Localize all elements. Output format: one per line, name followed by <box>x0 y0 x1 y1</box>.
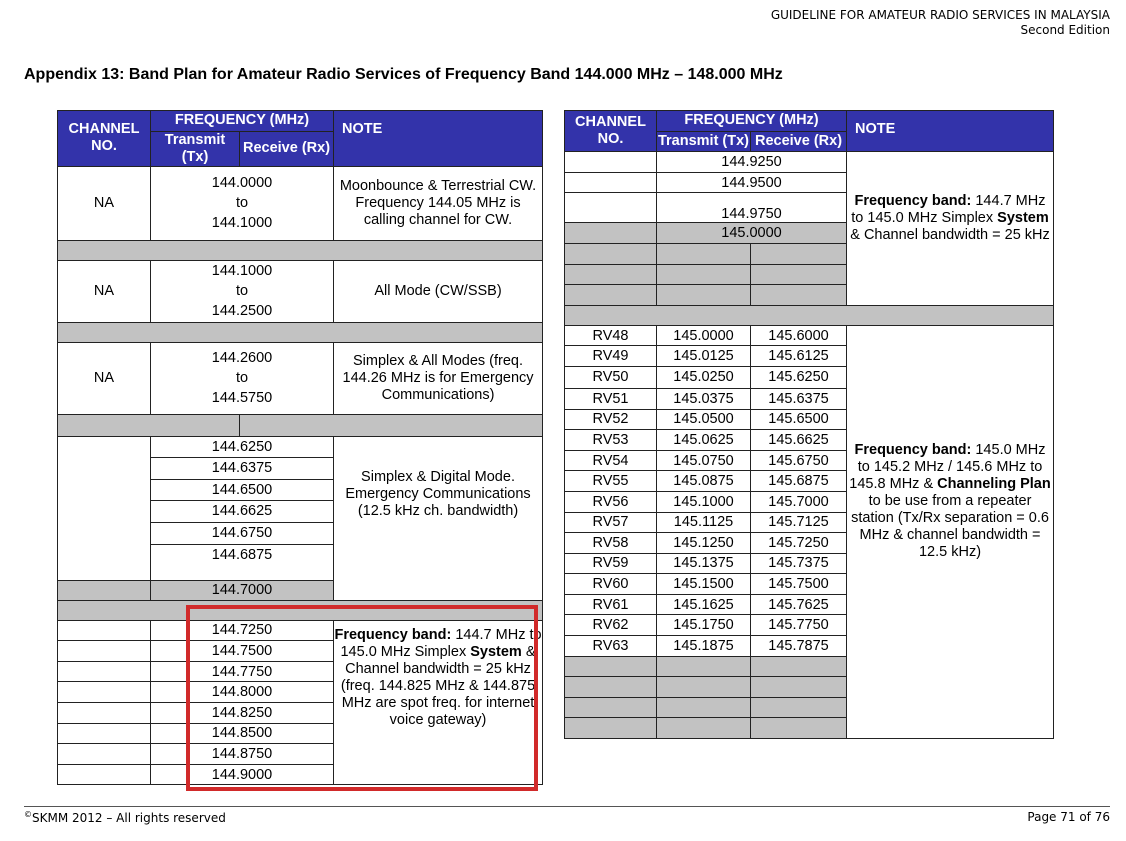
note-cell: All Mode (CW/SSB) <box>334 260 543 322</box>
note-cell: Moonbounce & Terrestrial CW. Frequency 144.05 MHz is calling channel for CW. <box>334 166 543 240</box>
frequency-cell: 144.7000 <box>151 580 334 600</box>
channel-cell <box>58 661 151 682</box>
tx-cell: 145.1375 <box>657 553 751 574</box>
empty-cell <box>657 656 751 677</box>
rx-cell: 145.7375 <box>751 553 847 574</box>
rx-cell: 145.6375 <box>751 388 847 409</box>
band-table-left <box>57 110 543 785</box>
note-bold: System <box>997 209 1049 226</box>
separator-row <box>58 414 240 436</box>
note-text: & Channel bandwidth = 25 kHz (freq. 144.825 MHz & 144.875 MHz are spot freq. for internet voice gateway) <box>340 643 536 728</box>
note-bold: System <box>470 643 522 660</box>
channel-cell <box>565 172 657 193</box>
note-text: 144.7 MHz to 145.0 MHz Simplex <box>340 626 542 660</box>
range-start: 144.2600 <box>211 350 273 367</box>
tx-cell: 145.1125 <box>657 512 751 533</box>
empty-cell <box>565 677 657 698</box>
empty-cell <box>751 656 847 677</box>
rx-cell: 145.6125 <box>751 346 847 367</box>
frequency-cell: 144.9000 <box>151 764 334 785</box>
channel-cell: RV54 <box>565 450 657 471</box>
channel-cell: RV59 <box>565 553 657 574</box>
tx-cell: 145.1875 <box>657 636 751 657</box>
channel-cell: RV50 <box>565 366 657 388</box>
channel-cell <box>58 702 151 723</box>
rx-cell: 145.6000 <box>751 325 847 346</box>
table-row <box>58 166 543 240</box>
channel-cell: RV56 <box>565 491 657 512</box>
separator-row <box>58 600 543 620</box>
tx-cell: 145.1500 <box>657 574 751 595</box>
note-cell <box>334 620 543 785</box>
table-row <box>565 325 1054 346</box>
range-end: 144.5750 <box>211 390 273 407</box>
appendix-title: Appendix 13: Band Plan for Amateur Radio Services of Frequency Band 144.000 MHz – 148.000 MHz <box>24 66 783 83</box>
frequency-cell <box>657 243 751 264</box>
channel-header: CHANNEL NO. <box>58 111 151 167</box>
rx-cell: 145.7750 <box>751 615 847 636</box>
tx-cell: 145.0000 <box>657 325 751 346</box>
note-text: 144.7 MHz to 145.0 MHz Simplex <box>851 192 1046 226</box>
frequency-cell: 144.8750 <box>151 744 334 765</box>
channel-cell: RV57 <box>565 512 657 533</box>
frequency-cell: 144.7750 <box>151 661 334 682</box>
separator-row <box>58 322 543 342</box>
channel-cell <box>565 264 657 285</box>
separator-row <box>565 305 1054 325</box>
page-number: Page 71 of 76 <box>1027 810 1110 824</box>
channel-cell <box>58 723 151 744</box>
frequency-cell: 144.7500 <box>151 641 334 662</box>
empty-cell <box>751 718 847 739</box>
note-text: 145.0 MHz to 145.2 MHz / 145.6 MHz to 145.8 MHz & <box>849 442 1046 493</box>
channel-cell <box>58 682 151 703</box>
rx-cell: 145.6500 <box>751 409 847 430</box>
note-bold: Frequency band: <box>854 442 972 459</box>
note-bold: Channeling Plan <box>937 476 1051 493</box>
frequency-header: FREQUENCY (MHz) <box>151 111 334 132</box>
note-bold: Frequency band: <box>334 626 452 643</box>
channel-cell: RV55 <box>565 471 657 492</box>
rx-header: Receive (Rx) <box>751 131 847 152</box>
separator-row <box>240 414 543 436</box>
channel-cell: RV48 <box>565 325 657 346</box>
frequency-cell <box>751 285 847 306</box>
range-to: to <box>235 195 249 212</box>
frequency-cell <box>657 264 751 285</box>
frequency-cell: 145.0000 <box>657 223 847 244</box>
channel-cell <box>58 580 151 600</box>
copyright-mark: © <box>24 810 32 819</box>
channel-cell: RV60 <box>565 574 657 595</box>
tx-cell: 145.1250 <box>657 533 751 554</box>
note-cell: Simplex & All Modes (freq. 144.26 MHz is for Emergency Communications) <box>334 342 543 414</box>
rx-cell: 145.6875 <box>751 471 847 492</box>
channel-header: CHANNEL NO. <box>565 111 657 152</box>
table-row <box>58 620 543 641</box>
channel-cell <box>565 223 657 244</box>
frequency-list-cell <box>151 436 334 580</box>
frequency-cell: 144.7250 <box>151 620 334 641</box>
tx-cell: 145.0625 <box>657 430 751 451</box>
copyright-text: SKMM 2012 – All rights reserved <box>32 811 226 825</box>
channel-cell: RV52 <box>565 409 657 430</box>
frequency-cell: 144.9250 <box>657 152 847 173</box>
table-row <box>58 436 543 580</box>
table-row <box>58 342 543 414</box>
rx-header: Receive (Rx) <box>240 131 334 166</box>
rx-cell: 145.7000 <box>751 491 847 512</box>
tx-cell: 145.1750 <box>657 615 751 636</box>
empty-cell <box>751 697 847 718</box>
rx-cell: 145.7875 <box>751 636 847 657</box>
channel-cell <box>565 243 657 264</box>
tx-cell: 145.0375 <box>657 388 751 409</box>
frequency-cell: 144.8000 <box>151 682 334 703</box>
frequency-value: 144.6750 <box>151 523 333 545</box>
frequency-range-cell <box>151 166 334 240</box>
empty-cell <box>657 677 751 698</box>
frequency-cell: 144.8250 <box>151 702 334 723</box>
channel-cell: RV58 <box>565 533 657 554</box>
table-row <box>58 260 543 322</box>
header-title: GUIDELINE FOR AMATEUR RADIO SERVICES IN MALAYSIA <box>770 8 1110 22</box>
rx-cell: 145.7125 <box>751 512 847 533</box>
channel-cell: NA <box>58 166 151 240</box>
channel-cell <box>58 620 151 641</box>
band-table-right <box>564 110 1054 739</box>
range-start: 144.1000 <box>211 263 273 280</box>
frequency-value: 144.6500 <box>151 480 333 502</box>
rx-cell: 145.7250 <box>751 533 847 554</box>
note-text: to be use from a repeater station (Tx/Rx separation = 0.6 MHz & channel bandwidth = 12.5 kHz) <box>851 493 1049 561</box>
header-edition: Second Edition <box>1020 23 1110 37</box>
tx-header: Transmit (Tx) <box>657 131 751 152</box>
separator-row <box>58 240 543 260</box>
tx-cell: 145.0125 <box>657 346 751 367</box>
range-end: 144.2500 <box>211 303 273 320</box>
empty-cell <box>565 656 657 677</box>
frequency-header: FREQUENCY (MHz) <box>657 111 847 132</box>
channel-cell: RV51 <box>565 388 657 409</box>
frequency-cell: 144.9750 <box>657 193 847 223</box>
frequency-value: 144.6625 <box>151 501 333 523</box>
frequency-cell: 144.8500 <box>151 723 334 744</box>
range-to: to <box>235 283 249 300</box>
channel-cell: NA <box>58 342 151 414</box>
note-bold: Frequency band: <box>854 192 972 209</box>
empty-cell <box>751 677 847 698</box>
frequency-cell <box>657 285 751 306</box>
copyright <box>24 810 226 825</box>
frequency-value: 144.6250 <box>151 437 333 459</box>
empty-cell <box>657 697 751 718</box>
frequency-range-cell <box>151 260 334 322</box>
channel-cell: RV49 <box>565 346 657 367</box>
tx-header: Transmit (Tx) <box>151 131 240 166</box>
channel-cell <box>58 641 151 662</box>
note-cell <box>847 152 1054 306</box>
tx-cell: 145.1000 <box>657 491 751 512</box>
channel-cell <box>565 152 657 173</box>
rx-cell: 145.7500 <box>751 574 847 595</box>
frequency-cell: 144.9500 <box>657 172 847 193</box>
note-header: NOTE <box>334 111 543 167</box>
tx-cell: 145.0750 <box>657 450 751 471</box>
range-to: to <box>235 370 249 387</box>
tx-cell: 145.0875 <box>657 471 751 492</box>
note-cell <box>847 325 1054 738</box>
note-header: NOTE <box>847 111 1054 152</box>
channel-cell <box>58 744 151 765</box>
channel-cell <box>58 764 151 785</box>
empty-cell <box>565 718 657 739</box>
channel-cell <box>565 193 657 223</box>
range-end: 144.1000 <box>211 215 273 232</box>
frequency-cell <box>751 243 847 264</box>
channel-cell: RV62 <box>565 615 657 636</box>
note-cell: Simplex & Digital Mode. Emergency Communications (12.5 kHz ch. bandwidth) <box>334 436 543 600</box>
channel-cell <box>565 285 657 306</box>
range-start: 144.0000 <box>211 175 273 192</box>
rx-cell: 145.6625 <box>751 430 847 451</box>
channel-cell: RV63 <box>565 636 657 657</box>
footer-divider <box>24 806 1110 807</box>
channel-cell: RV61 <box>565 594 657 615</box>
channel-cell: RV53 <box>565 430 657 451</box>
page-header <box>771 8 1110 38</box>
tx-cell: 145.0500 <box>657 409 751 430</box>
empty-cell <box>657 718 751 739</box>
frequency-value: 144.6875 <box>211 546 273 563</box>
rx-cell: 145.6750 <box>751 450 847 471</box>
rx-cell: 145.7625 <box>751 594 847 615</box>
channel-cell: NA <box>58 260 151 322</box>
tx-cell: 145.0250 <box>657 366 751 388</box>
table-row <box>565 152 1054 173</box>
channel-cell <box>58 436 151 580</box>
rx-cell: 145.6250 <box>751 366 847 388</box>
frequency-range-cell <box>151 342 334 414</box>
note-text: & Channel bandwidth = 25 kHz <box>850 226 1050 243</box>
frequency-value: 144.6375 <box>151 458 333 480</box>
empty-cell <box>565 697 657 718</box>
frequency-cell <box>751 264 847 285</box>
tx-cell: 145.1625 <box>657 594 751 615</box>
